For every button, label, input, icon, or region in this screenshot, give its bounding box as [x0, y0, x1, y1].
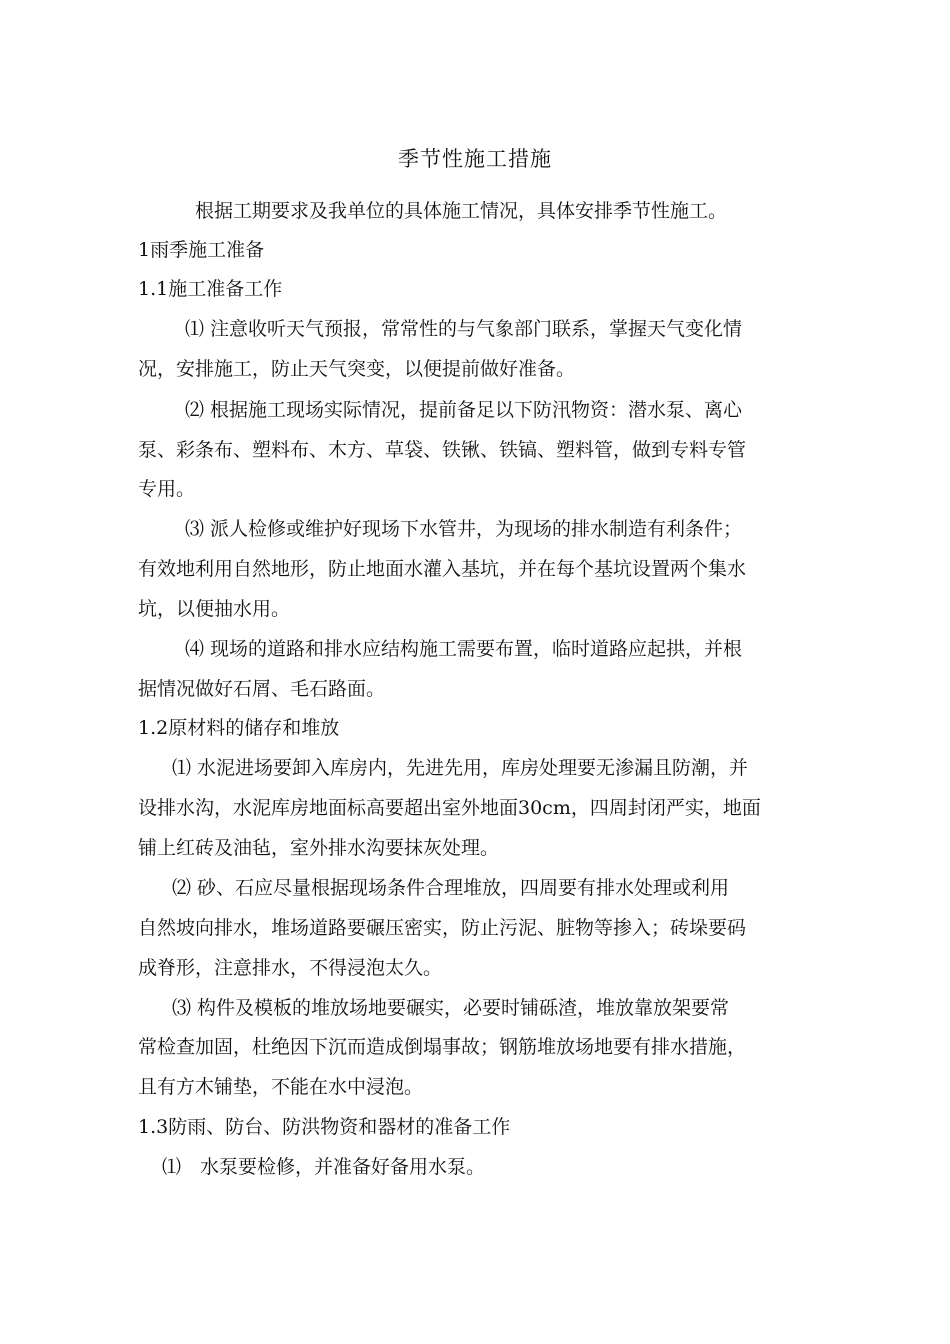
paragraph-line: 铺上红砖及油毡，室外排水沟要抹灰处理。	[138, 837, 500, 859]
paragraph-line: ⑴ 水泵要检修，并准备好备用水泵。	[162, 1156, 486, 1178]
paragraph-line: ⑴ 注意收听天气预报，常常性的与气象部门联系，掌握天气变化情	[185, 318, 743, 340]
paragraph-line: ⑶ 派人检修或维护好现场下水管井，为现场的排水制造有利条件；	[185, 518, 743, 540]
paragraph-line: 泵、彩条布、塑料布、木方、草袋、铁锹、铁镐、塑料管，做到专料专管	[138, 439, 747, 461]
intro-paragraph: 根据工期要求及我单位的具体施工情况，具体安排季节性施工。	[195, 200, 728, 222]
paragraph-line: ⑷ 现场的道路和排水应结构施工需要布置，临时道路应起拱，并根	[185, 638, 743, 660]
paragraph-line: ⑶ 构件及模板的堆放场地要碾实，必要时铺砾渣，堆放靠放架要常	[172, 997, 730, 1019]
paragraph-line: 况，安排施工，防止天气突变，以便提前做好准备。	[138, 358, 576, 380]
paragraph-line: 有效地利用自然地形，防止地面水灌入基坑，并在每个基坑设置两个集水	[138, 558, 747, 580]
paragraph-line: 据情况做好石屑、毛石路面。	[138, 678, 386, 700]
paragraph-line: ⑵ 砂、石应尽量根据现场条件合理堆放，四周要有排水处理或利用	[172, 877, 730, 899]
paragraph-line: 专用。	[138, 478, 196, 500]
paragraph-line: ⑴ 水泥进场要卸入库房内，先进先用，库房处理要无渗漏且防潮，并	[172, 757, 749, 779]
paragraph-line: ⑵ 根据施工现场实际情况，提前备足以下防汛物资：潜水泵、离心	[185, 399, 743, 421]
paragraph-line: 成脊形，注意排水，不得浸泡太久。	[138, 957, 443, 979]
paragraph-line: 设排水沟，水泥库房地面标高要超出室外地面30cm，四周封闭严实，地面	[138, 797, 761, 819]
paragraph-line: 自然坡向排水，堆场道路要碾压密实，防止污泥、脏物等掺入；砖垛要码	[138, 917, 747, 939]
paragraph-line: 坑，以便抽水用。	[138, 598, 291, 620]
section-heading-1: 1雨季施工准备	[138, 239, 265, 261]
paragraph-line: 且有方木铺垫，不能在水中浸泡。	[138, 1076, 424, 1098]
section-heading-1-1: 1.1施工准备工作	[138, 278, 283, 300]
document-title: 季节性施工措施	[398, 147, 552, 171]
paragraph-line: 常检查加固，杜绝因下沉而造成倒塌事故；钢筋堆放场地要有排水措施，	[138, 1036, 747, 1058]
section-heading-1-3: 1.3防雨、防台、防洪物资和器材的准备工作	[138, 1116, 511, 1138]
section-heading-1-2: 1.2原材料的储存和堆放	[138, 717, 340, 739]
